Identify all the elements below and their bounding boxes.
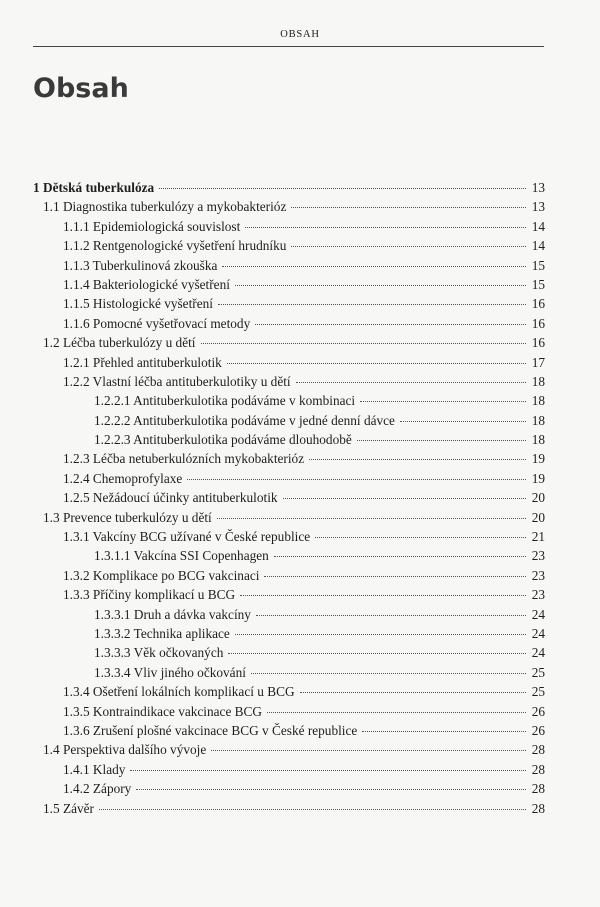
dot-leader	[255, 324, 526, 325]
toc-page-number: 28	[531, 761, 545, 777]
toc-entry-title: 1.3.6 Zrušení plošné vakcinace BCG v České republice	[63, 722, 358, 738]
toc-entry[interactable]	[33, 779, 545, 798]
toc-page-number: 18	[531, 432, 545, 448]
toc-page-number: 21	[531, 529, 545, 545]
toc-entry[interactable]	[33, 372, 545, 391]
toc-entry[interactable]	[33, 333, 545, 352]
toc-page-number: 14	[531, 218, 545, 234]
toc-page-number: 13	[531, 180, 545, 195]
toc-entry-title: 1.1 Diagnostika tuberkulózy a mykobakterióz	[43, 199, 287, 215]
toc-entry[interactable]	[33, 585, 545, 604]
dot-leader	[264, 576, 526, 577]
dot-leader	[218, 304, 526, 305]
toc-entry[interactable]	[33, 488, 545, 507]
toc-page-number: 20	[531, 509, 545, 525]
dot-leader	[300, 692, 526, 693]
toc-entry[interactable]	[33, 566, 545, 585]
running-head: OBSAH	[280, 29, 320, 40]
toc-entry[interactable]	[33, 197, 545, 216]
toc-entry[interactable]	[33, 508, 545, 527]
dot-leader	[217, 518, 526, 519]
toc-entry[interactable]	[33, 721, 545, 740]
dot-leader	[267, 712, 526, 713]
toc-page-number: 19	[531, 451, 545, 467]
toc-entry-title: 1.1.4 Bakteriologické vyšetření	[63, 276, 230, 292]
toc-entry-title: 1.3.5 Kontraindikace vakcinace BCG	[63, 703, 263, 719]
dot-leader	[136, 789, 526, 790]
dot-leader	[291, 246, 526, 247]
dot-leader	[256, 615, 526, 616]
toc-entry-title: 1.3.1 Vakcíny BCG užívané v České republice	[63, 529, 311, 545]
dot-leader	[362, 731, 526, 732]
dot-leader	[187, 479, 526, 480]
toc-entry[interactable]	[33, 275, 545, 294]
page-title: Obsah	[33, 73, 129, 104]
toc-entry-title: 1.2.2.3 Antituberkulotika podáváme dlouhodobě	[94, 432, 352, 448]
toc-entry[interactable]	[33, 236, 545, 255]
dot-leader	[235, 634, 526, 635]
toc-page-number: 26	[531, 722, 545, 738]
dot-leader	[222, 266, 526, 267]
toc-page-number: 18	[531, 393, 545, 409]
toc-page-number: 24	[531, 606, 545, 622]
toc-entry-title: 1.2.5 Nežádoucí účinky antituberkulotik	[63, 490, 278, 506]
toc-page-number: 23	[531, 587, 545, 603]
dot-leader	[291, 207, 526, 208]
toc-page-number: 24	[531, 625, 545, 641]
toc-entry-title: 1.2.2.2 Antituberkulotika podáváme v jedné denní dávce	[94, 412, 395, 428]
toc-page-number: 28	[531, 781, 545, 797]
dot-leader	[228, 653, 526, 654]
dot-leader	[245, 227, 526, 228]
dot-leader	[227, 363, 526, 364]
dot-leader	[283, 498, 526, 499]
toc-entry[interactable]	[33, 411, 545, 430]
toc-entry-title: 1.3.2 Komplikace po BCG vakcinaci	[63, 567, 260, 583]
dot-leader	[315, 537, 526, 538]
toc-entry[interactable]	[33, 217, 545, 236]
toc-entry-title: 1.1.2 Rentgenologické vyšetření hrudníku	[63, 238, 287, 254]
toc-page-number: 20	[531, 490, 545, 506]
toc-entry[interactable]	[33, 430, 545, 449]
toc-entry-title: 1.4 Perspektiva dalšího vývoje	[43, 742, 207, 758]
toc-entry-title: 1.3 Prevence tuberkulózy u dětí	[43, 509, 212, 525]
toc-entry-title: 1.3.1.1 Vakcína SSI Copenhagen	[94, 548, 269, 564]
toc-entry-title: 1 Dětská tuberkulóza	[33, 180, 155, 195]
toc-entry-title: 1.2.2.1 Antituberkulotika podáváme v kombinaci	[94, 393, 356, 409]
dot-leader	[274, 556, 526, 557]
toc-entry-title: 1.3.3.1 Druh a dávka vakcíny	[94, 606, 251, 622]
toc-entry[interactable]	[33, 449, 545, 468]
table-of-contents	[33, 178, 545, 818]
toc-entry[interactable]	[33, 605, 545, 624]
dot-leader	[201, 343, 527, 344]
toc-entry[interactable]	[33, 314, 545, 333]
toc-entry-title: 1.4.2 Zápory	[63, 781, 132, 797]
toc-entry[interactable]	[33, 353, 545, 372]
toc-entry[interactable]	[33, 799, 545, 818]
toc-entry[interactable]	[33, 740, 545, 759]
dot-leader	[99, 809, 526, 810]
dot-leader	[360, 401, 526, 402]
toc-entry[interactable]	[33, 294, 545, 313]
toc-entry[interactable]	[33, 546, 545, 565]
toc-entry[interactable]	[33, 682, 545, 701]
toc-entry[interactable]	[33, 663, 545, 682]
toc-entry[interactable]	[33, 391, 545, 410]
dot-leader	[159, 188, 526, 189]
toc-page-number: 17	[531, 354, 545, 370]
toc-page-number: 16	[531, 315, 545, 331]
toc-entry-title: 1.5 Závěr	[43, 800, 94, 816]
toc-entry[interactable]	[33, 643, 545, 662]
toc-entry[interactable]	[33, 624, 545, 643]
toc-page-number: 15	[531, 276, 545, 292]
toc-entry-title: 1.1.6 Pomocné vyšetřovací metody	[63, 315, 251, 331]
toc-entry-title: 1.2.4 Chemoprofylaxe	[63, 470, 183, 486]
toc-entry-title: 1.3.3.3 Věk očkovaných	[94, 645, 224, 661]
toc-page-number: 26	[531, 703, 545, 719]
dot-leader	[240, 595, 526, 596]
toc-page-number: 23	[531, 548, 545, 564]
toc-entry-title: 1.2.1 Přehled antituberkulotik	[63, 354, 222, 370]
toc-entry-title: 1.3.4 Ošetření lokálních komplikací u BCG	[63, 684, 295, 700]
toc-page-number: 15	[531, 257, 545, 273]
toc-entry[interactable]	[33, 256, 545, 275]
toc-entry-title: 1.3.3.4 Vliv jiného očkování	[94, 664, 246, 680]
toc-page-number: 23	[531, 567, 545, 583]
toc-page-number: 25	[531, 684, 545, 700]
toc-page-number: 16	[531, 335, 545, 351]
toc-entry-title: 1.3.3.2 Technika aplikace	[94, 625, 230, 641]
toc-page-number: 18	[531, 412, 545, 428]
dot-leader	[235, 285, 526, 286]
toc-entry-title: 1.1.1 Epidemiologická souvislost	[63, 218, 241, 234]
dot-leader	[309, 459, 526, 460]
toc-entry-title: 1.3.3 Příčiny komplikací u BCG	[63, 587, 236, 603]
dot-leader	[357, 440, 526, 441]
toc-entry[interactable]	[33, 527, 545, 546]
toc-entry[interactable]	[33, 178, 545, 197]
toc-entry-title: 1.4.1 Klady	[63, 761, 126, 777]
toc-page-number: 24	[531, 645, 545, 661]
dot-leader	[251, 673, 526, 674]
toc-entry-title: 1.2.3 Léčba netuberkulózních mykobakterióz	[63, 451, 305, 467]
toc-page-number: 25	[531, 664, 545, 680]
toc-page-number: 14	[531, 238, 545, 254]
toc-page-number: 13	[531, 199, 545, 215]
dot-leader	[130, 770, 526, 771]
toc-entry-title: 1.2.2 Vlastní léčba antituberkulotiky u dětí	[63, 373, 291, 389]
dot-leader	[400, 421, 526, 422]
header-rule	[33, 46, 544, 47]
toc-page-number: 16	[531, 296, 545, 312]
dot-leader	[296, 382, 526, 383]
toc-entry-title: 1.1.3 Tuberkulinová zkouška	[63, 257, 218, 273]
toc-page-number: 28	[531, 800, 545, 816]
toc-entry-title: 1.2 Léčba tuberkulózy u dětí	[43, 335, 196, 351]
toc-entry-title: 1.1.5 Histologické vyšetření	[63, 296, 213, 312]
toc-entry[interactable]	[33, 760, 545, 779]
toc-page-number: 18	[531, 373, 545, 389]
toc-entry[interactable]	[33, 469, 545, 488]
dot-leader	[211, 750, 526, 751]
toc-page-number: 19	[531, 470, 545, 486]
toc-entry[interactable]	[33, 702, 545, 721]
toc-page-number: 28	[531, 742, 545, 758]
